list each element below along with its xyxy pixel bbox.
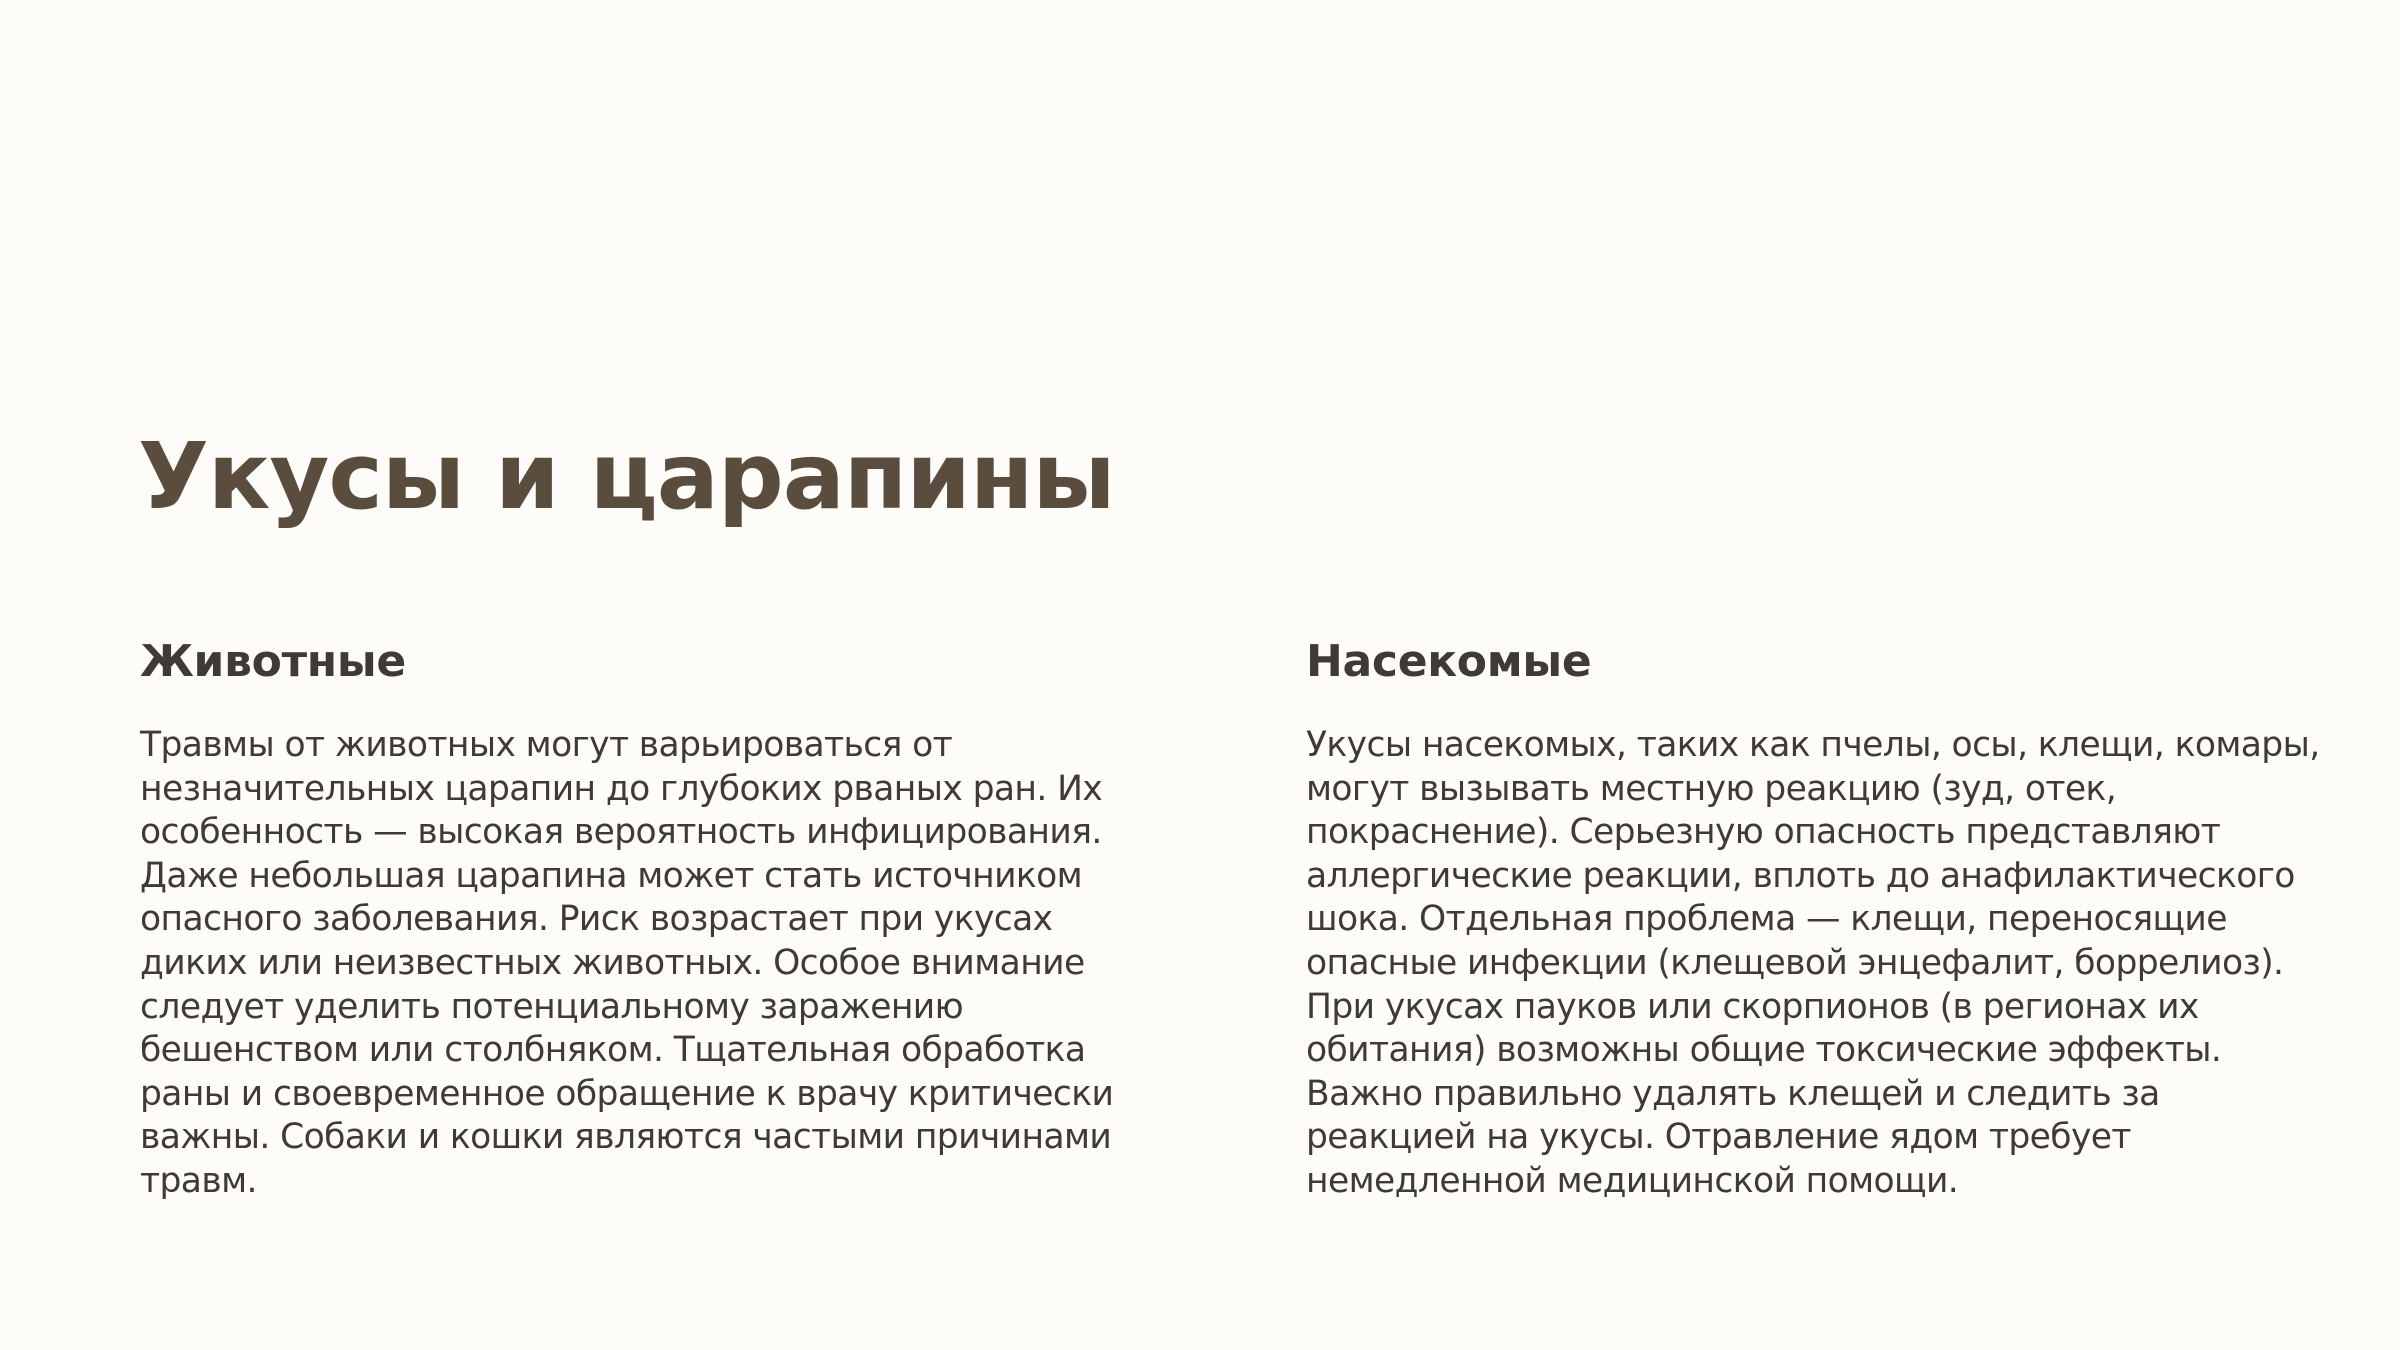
text-line: опасные инфекции (клещевой энцефалит, боррелиоз).	[1306, 942, 2284, 983]
column-heading-animals: Животные	[140, 636, 406, 687]
text-line: бешенством или столбняком. Тщательная обработка	[140, 1030, 1086, 1071]
text-line: особенность — высокая вероятность инфицирования.	[140, 812, 1102, 853]
text-line: При укусах пауков или скорпионов (в регионах их	[1306, 986, 2199, 1027]
text-line: обитания) возможны общие токсические эффекты.	[1306, 1030, 2222, 1071]
column-insects	[1306, 632, 2320, 1204]
text-line: незначительных царапин до глубоких рваных ран. Их	[140, 768, 1103, 809]
text-line: реакцией на укусы. Отравление ядом требует	[1306, 1117, 2131, 1158]
text-line: травм.	[140, 1160, 257, 1201]
text-line: Укусы насекомых, таких как пчелы, осы, клещи, комары,	[1306, 725, 2320, 765]
text-line: Даже небольшая царапина может стать источником	[140, 855, 1083, 896]
text-line: следует уделить потенциальному заражению	[140, 986, 964, 1027]
text-line: опасного заболевания. Риск возрастает при укусах	[140, 899, 1053, 940]
text-line: немедленной медицинской помощи.	[1306, 1160, 1959, 1201]
text-line: раны и своевременное обращение к врачу критически	[140, 1073, 1114, 1114]
column-heading-insects: Насекомые	[1306, 636, 1592, 687]
text-line: Травмы от животных могут варьироваться от	[140, 725, 953, 765]
text-line: диких или неизвестных животных. Особое внимание	[140, 942, 1085, 983]
text-line: важны. Собаки и кошки являются частыми причинами	[140, 1117, 1112, 1158]
text-line: шока. Отдельная проблема — клещи, переносящие	[1306, 899, 2227, 940]
column-animals	[140, 632, 1140, 1204]
text-line: могут вызывать местную реакцию (зуд, отек,	[1306, 768, 2117, 809]
text-line: аллергические реакции, вплоть до анафилактического	[1306, 855, 2295, 896]
text-line: Важно правильно удалять клещей и следить за	[1306, 1073, 2160, 1114]
text-line: покраснение). Серьезную опасность представляют	[1306, 812, 2221, 853]
slide-title: Укусы и царапины	[138, 423, 1115, 530]
column-body-insects	[1306, 724, 2320, 1204]
column-body-animals	[140, 724, 1140, 1204]
